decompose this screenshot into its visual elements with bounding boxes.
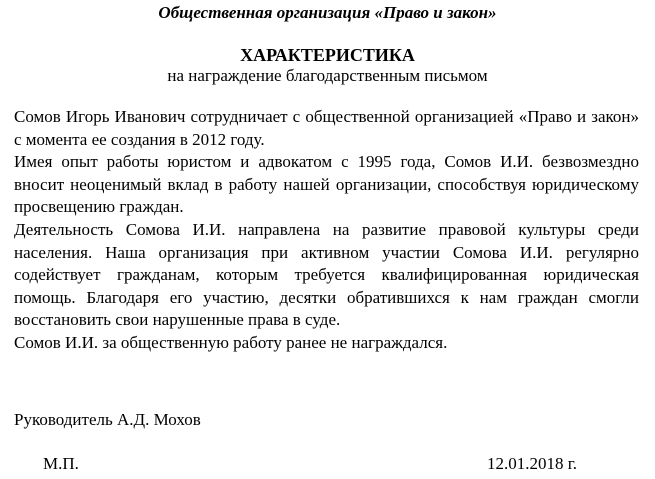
paragraph-experience: Имея опыт работы юристом и адвокатом с 1995 года, Сомов И.И. безвозмездно вносит неоценимый вклад в работу нашей организации, способствуя юридическому просвещению граждан. xyxy=(14,152,639,217)
document-title: ХАРАКТЕРИСТИКА xyxy=(240,45,415,65)
paragraph-cooperation: Сомов Игорь Иванович сотрудничает с общественной организацией «Право и закон» с момента ее создания в 2012 году. xyxy=(14,107,639,149)
organization-name: Общественная организация «Право и закон» xyxy=(158,3,497,22)
document-body xyxy=(14,106,639,355)
paragraph-awards: Сомов И.И. за общественную работу ранее не награждался. xyxy=(14,332,448,352)
stamp-placeholder: М.П. xyxy=(43,454,79,473)
document-date: 12.01.2018 г. xyxy=(487,454,578,473)
paragraph-activity: Деятельность Сомова И.И. направлена на развитие правовой культуры среди населения. Наша организация при активном участии Сомова И.И. регулярно содействует гражданам, которым требуется квалифицированная юридическая помощь. Благодаря его участию, десятки обратившихся к нам граждан смогли восстановить свои нарушенные права в суде. xyxy=(14,219,639,330)
document-subtitle: на награждение благодарственным письмом xyxy=(167,66,488,85)
signature-line: Руководитель А.Д. Мохов xyxy=(14,410,201,429)
